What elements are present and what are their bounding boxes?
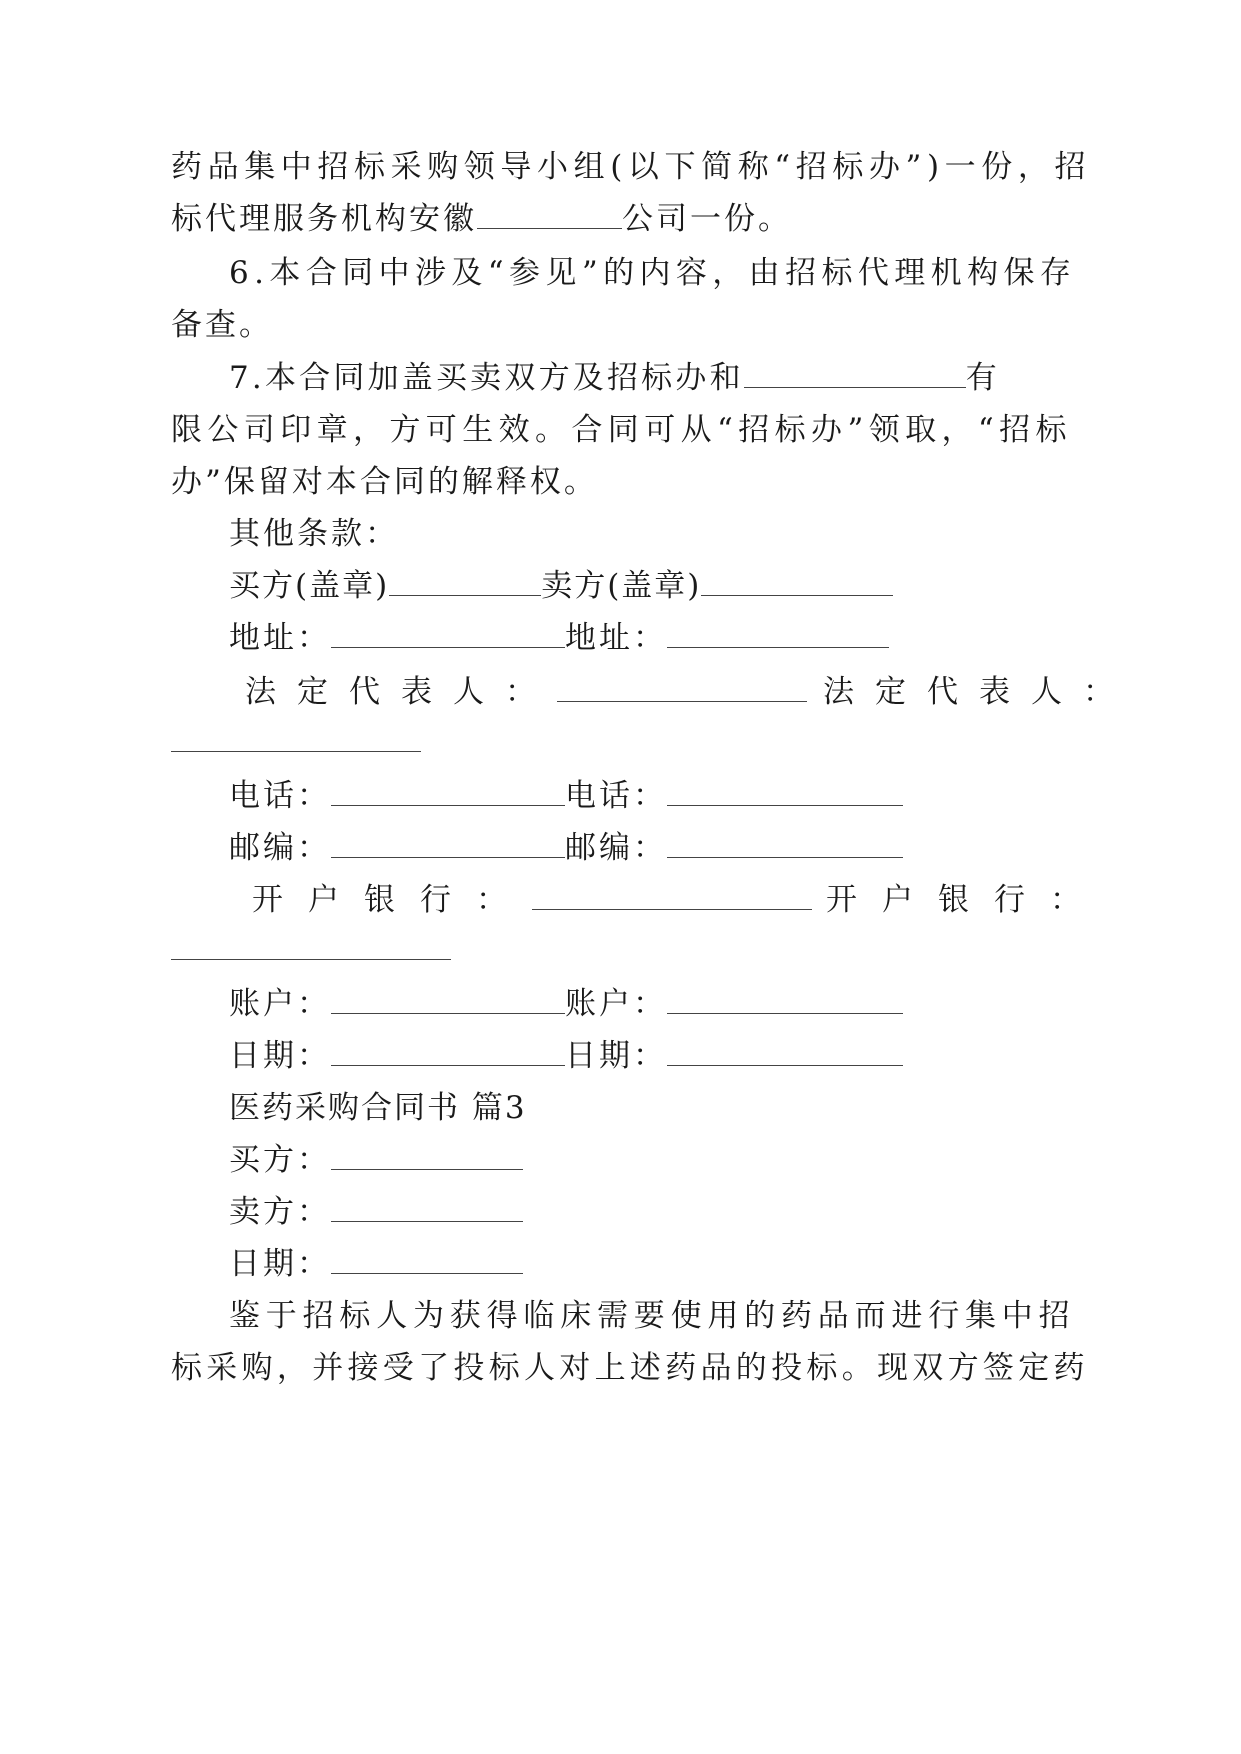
clause-6-line: 6.本合同中涉及“参见”的内容，由招标代理机构保存 <box>229 255 1077 291</box>
account-line <box>229 984 903 1024</box>
seller-bank-label: 开户银行： <box>826 882 1106 918</box>
seal-line <box>229 566 893 606</box>
seller-legal-rep-blank <box>171 725 421 752</box>
clause-7-line: 办”保留对本合同的解释权。 <box>171 464 598 500</box>
bank-continued <box>171 930 451 970</box>
seller-postcode-blank <box>667 831 903 858</box>
section-seller-line <box>229 1192 523 1232</box>
buyer-date-label: 日期： <box>229 1038 331 1074</box>
phone-line <box>229 776 903 816</box>
seller-address-blank <box>667 621 889 648</box>
seller-account-blank <box>667 987 903 1014</box>
seller-postcode-label: 邮编： <box>565 830 667 866</box>
section-date-blank <box>331 1247 523 1274</box>
section-buyer-label: 买方： <box>229 1142 331 1178</box>
seller-seal-blank <box>701 569 893 596</box>
buyer-legal-rep-label: 法定代表人： <box>245 674 557 710</box>
paragraph-text: 公司一份。 <box>622 201 792 237</box>
paragraph-text: 标代理服务机构安徽 <box>171 201 477 237</box>
section-seller-label: 卖方： <box>229 1194 331 1230</box>
seller-seal-label: 卖方(盖章) <box>541 568 702 604</box>
paragraph-line: 药品集中招标采购领导小组(以下简称“招标办”)一份，招 <box>171 149 1092 185</box>
seller-date-label: 日期： <box>565 1038 667 1074</box>
clause-text: 7.本合同加盖买卖双方及招标办和 <box>229 360 744 396</box>
buyer-seal-blank <box>389 569 541 596</box>
seller-legal-rep-label: 法定代表人： <box>823 674 1135 710</box>
paragraph-line <box>171 199 792 239</box>
buyer-date-blank <box>331 1039 565 1066</box>
address-line <box>229 618 889 658</box>
clause-6-line: 备查。 <box>171 307 273 343</box>
section-date-label: 日期： <box>229 1246 331 1282</box>
other-terms-label: 其他条款： <box>229 516 399 552</box>
seller-phone-label: 电话： <box>565 778 667 814</box>
buyer-account-label: 账户： <box>229 986 331 1022</box>
section-buyer-line <box>229 1140 523 1180</box>
section-intro-line: 鉴于招标人为获得临床需要使用的药品而进行集中招 <box>229 1298 1076 1334</box>
legal-rep-line <box>245 672 1135 712</box>
section-intro-line: 标采购，并接受了投标人对上述药品的投标。现双方签定药 <box>171 1350 1089 1386</box>
date-line <box>229 1036 903 1076</box>
legal-rep-continued <box>171 722 421 762</box>
buyer-account-blank <box>331 987 565 1014</box>
buyer-phone-label: 电话： <box>229 778 331 814</box>
blank-fill-line <box>744 361 966 388</box>
section-date-line <box>229 1244 523 1284</box>
section-buyer-blank <box>331 1143 523 1170</box>
buyer-legal-rep-blank <box>557 675 807 702</box>
buyer-seal-label: 买方(盖章) <box>229 568 390 604</box>
buyer-address-blank <box>331 621 565 648</box>
buyer-address-label: 地址： <box>229 620 331 656</box>
clause-text: 有 <box>965 360 1000 396</box>
seller-bank-blank <box>171 933 451 960</box>
postcode-line <box>229 828 903 868</box>
buyer-postcode-blank <box>331 831 565 858</box>
bank-line <box>252 880 1106 920</box>
seller-phone-blank <box>667 779 903 806</box>
section-title: 医药采购合同书 篇3 <box>229 1090 527 1126</box>
buyer-phone-blank <box>331 779 565 806</box>
buyer-bank-blank <box>532 883 812 910</box>
blank-fill-line <box>477 202 622 229</box>
clause-7-line: 限公司印章，方可生效。合同可从“招标办”领取，“招标 <box>171 412 1072 448</box>
buyer-postcode-label: 邮编： <box>229 830 331 866</box>
seller-account-label: 账户： <box>565 986 667 1022</box>
buyer-bank-label: 开户银行： <box>252 882 532 918</box>
section-seller-blank <box>331 1195 523 1222</box>
clause-7-line <box>229 358 1000 398</box>
seller-address-label: 地址： <box>565 620 667 656</box>
seller-date-blank <box>667 1039 903 1066</box>
